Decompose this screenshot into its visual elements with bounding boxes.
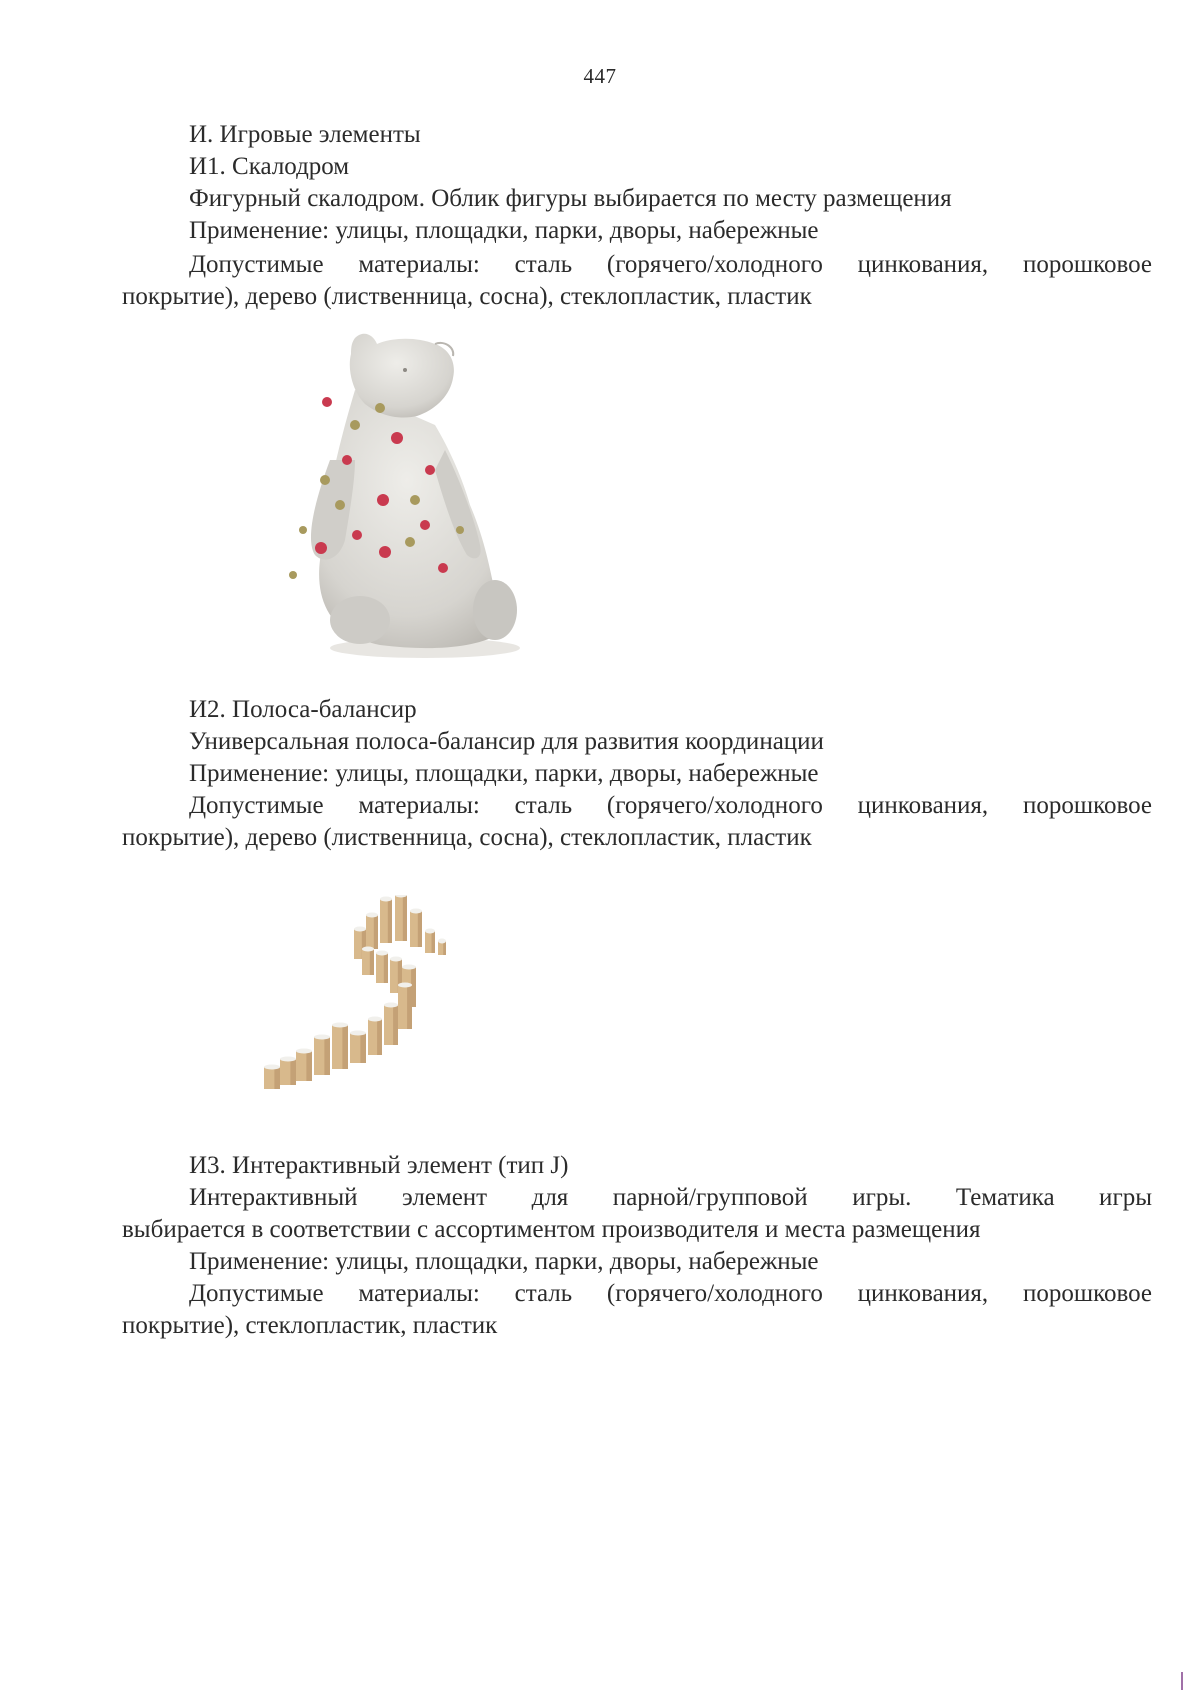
balance-post-shade <box>290 1059 296 1085</box>
balance-post-shade <box>432 931 436 953</box>
item2-materials-line1: Допустимые материалы: сталь (горячего/холодного цинкования, порошковое <box>189 792 1152 819</box>
balance-post-cap <box>280 1057 296 1062</box>
item2-heading: И2. Полоса-балансир <box>189 696 417 723</box>
item1-description: Фигурный скалодром. Облик фигуры выбирается по месту размещения <box>189 185 952 212</box>
item3-heading: И3. Интерактивный элемент (тип J) <box>189 1152 569 1179</box>
item3-application: Применение: улицы, площадки, парки, дворы, набережные <box>189 1248 819 1275</box>
wooden-balance-posts-image <box>250 895 500 1095</box>
balance-post-cap <box>410 909 422 914</box>
balance-post-shade <box>384 953 388 983</box>
balance-post-shade <box>360 1033 366 1063</box>
balance-post-shade <box>377 1019 382 1055</box>
balance-post-shade <box>370 949 374 975</box>
balance-post-shade <box>418 911 422 947</box>
balance-post-cap <box>376 951 388 956</box>
item1-materials-line2: покрытие), дерево (лиственница, сосна), стеклопластик, пластик <box>122 283 812 310</box>
balance-post-cap <box>366 913 378 918</box>
balance-post-cap <box>332 1023 348 1028</box>
balance-post-shade <box>407 985 412 1029</box>
balance-post-cap <box>350 1031 366 1036</box>
balance-post-cap <box>380 897 392 902</box>
balance-post-cap <box>314 1035 330 1040</box>
margin-mark <box>1181 1672 1183 1690</box>
balance-post-shade <box>374 915 378 949</box>
balance-post-shade <box>324 1037 330 1075</box>
bear-climbing-wall-image <box>285 330 530 665</box>
balance-post-cap <box>390 957 402 962</box>
balance-post-shade <box>393 1005 398 1045</box>
page-number: 447 <box>583 64 617 88</box>
item3-description-line2: выбирается в соответствии с ассортиментом производителя и места размещения <box>122 1216 981 1243</box>
item2-application: Применение: улицы, площадки, парки, дворы, набережные <box>189 760 819 787</box>
balance-post-cap <box>362 947 374 952</box>
balance-post-cap <box>354 927 366 932</box>
item3-materials-line1: Допустимые материалы: сталь (горячего/холодного цинкования, порошковое <box>189 1280 1152 1307</box>
balance-post-shade <box>274 1067 280 1089</box>
balance-post-cap <box>425 929 435 934</box>
balance-post-shade <box>388 899 392 943</box>
balance-post-cap <box>296 1049 312 1054</box>
balance-post-cap <box>264 1065 280 1070</box>
balance-post-cap <box>402 965 416 970</box>
item2-description: Универсальная полоса-балансир для развития координации <box>189 728 824 755</box>
balance-post-cap <box>438 939 446 944</box>
balance-post-cap <box>398 983 412 988</box>
item3-description-line1: Интерактивный элемент для парной/групповой игры. Тематика игры <box>189 1184 1152 1211</box>
item3-materials-line2: покрытие), стеклопластик, пластик <box>122 1312 498 1339</box>
balance-post-shade <box>306 1051 312 1081</box>
item1-heading: И1. Скалодром <box>189 153 350 180</box>
item2-materials-line2: покрытие), дерево (лиственница, сосна), стеклопластик, пластик <box>122 824 812 851</box>
item1-application: Применение: улицы, площадки, парки, дворы, набережные <box>189 217 819 244</box>
balance-post-cap <box>368 1017 382 1022</box>
balance-post-shade <box>342 1025 348 1069</box>
section-title: И. Игровые элементы <box>189 121 421 148</box>
item1-materials-line1: Допустимые материалы: сталь (горячего/холодного цинкования, порошковое <box>189 251 1152 278</box>
balance-post-cap <box>384 1003 398 1008</box>
balance-post-shade <box>403 895 407 941</box>
